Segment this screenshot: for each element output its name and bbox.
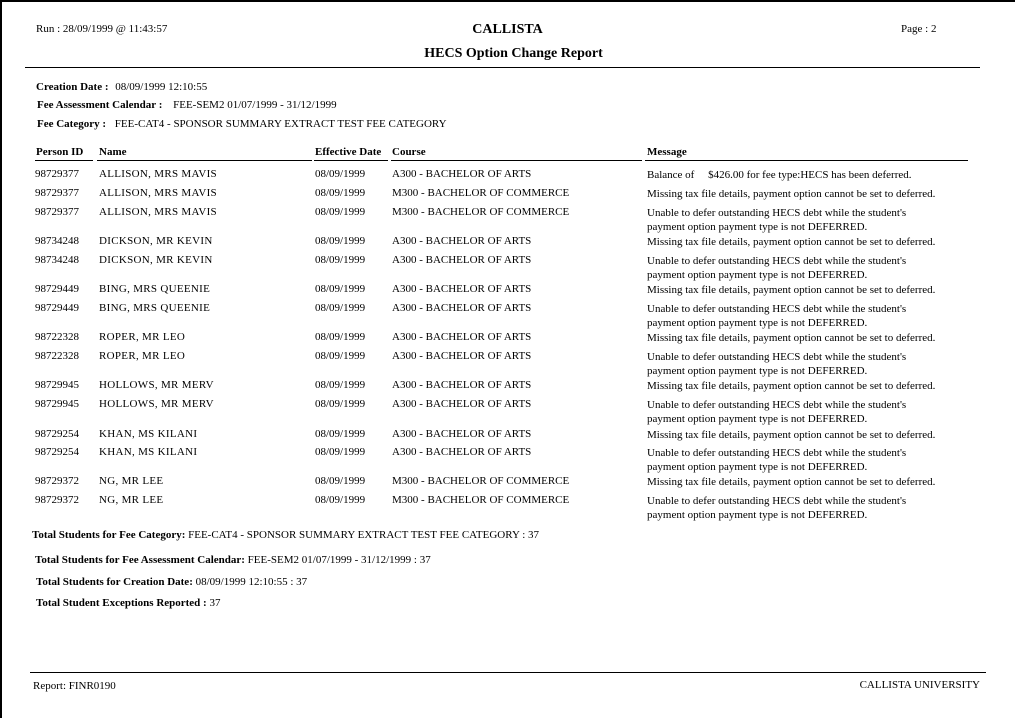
total-category-label: Total Students for Fee Category: [32, 529, 186, 541]
page-border-left [0, 0, 2, 718]
course-cell: M300 - BACHELOR OF COMMERCE [392, 475, 570, 487]
col-header-effective-date: Effective Date [315, 146, 382, 158]
name-cell: ALLISON, MRS MAVIS [99, 187, 217, 199]
effective-date-cell: 08/09/1999 [315, 350, 366, 362]
effective-date-cell: 08/09/1999 [315, 428, 366, 440]
course-cell: M300 - BACHELOR OF COMMERCE [392, 206, 570, 218]
message-line: Missing tax file details, payment option cannot be set to deferred. [647, 188, 936, 200]
course-cell: A300 - BACHELOR OF ARTS [392, 283, 532, 295]
message-line: Unable to defer outstanding HECS debt while the student's [647, 399, 907, 411]
creation-date-value: 08/09/1999 12:10:55 [115, 81, 208, 93]
person-id-cell: 98729372 [35, 475, 79, 487]
message-cell [647, 398, 906, 426]
col-underline-person-id [35, 160, 93, 161]
message-line: payment option payment type is not DEFERRED. [647, 269, 868, 281]
calendar-value: FEE-SEM2 01/07/1999 - 31/12/1999 [173, 99, 337, 111]
person-id-cell: 98729377 [35, 168, 79, 180]
total-exceptions-label: Total Student Exceptions Reported : [36, 597, 207, 609]
col-underline-course [391, 160, 642, 161]
message-line: Unable to defer outstanding HECS debt while the student's [647, 351, 907, 363]
message-line: Unable to defer outstanding HECS debt while the student's [647, 447, 907, 459]
name-cell: ROPER, MR LEO [99, 331, 186, 343]
name-cell: KHAN, MS KILANI [99, 446, 198, 458]
person-id-cell: 98734248 [35, 235, 79, 247]
message-cell [647, 254, 906, 282]
message-cell [647, 494, 906, 522]
total-fee-category [32, 529, 539, 541]
course-cell: A300 - BACHELOR OF ARTS [392, 331, 532, 343]
name-cell: NG, MR LEE [99, 494, 164, 506]
message-line: payment option payment type is not DEFERRED. [647, 221, 868, 233]
col-underline-effective-date [314, 160, 388, 161]
category-label: Fee Category : [37, 118, 107, 130]
person-id-cell: 98729449 [35, 302, 79, 314]
effective-date-cell: 08/09/1999 [315, 235, 366, 247]
run-label: Run : [36, 23, 61, 35]
effective-date-cell: 08/09/1999 [315, 446, 366, 458]
total-creation-value: 08/09/1999 12:10:55 : 37 [195, 576, 308, 588]
header-rule [25, 67, 980, 68]
person-id-cell: 98734248 [35, 254, 79, 266]
message-cell [647, 235, 935, 249]
message-line: payment option payment type is not DEFERRED. [647, 317, 868, 329]
col-underline-name [97, 160, 312, 161]
message-line: payment option payment type is not DEFERRED. [647, 413, 868, 425]
total-creation-label: Total Students for Creation Date: [36, 576, 193, 588]
message-line: Unable to defer outstanding HECS debt while the student's [647, 207, 907, 219]
name-cell: BING, MRS QUEENIE [99, 302, 211, 314]
report-title: HECS Option Change Report [424, 46, 603, 61]
org-title: CALLISTA [472, 22, 543, 37]
person-id-cell: 98722328 [35, 350, 79, 362]
person-id-cell: 98722328 [35, 331, 79, 343]
message-line: payment option payment type is not DEFERRED. [647, 509, 868, 521]
total-calendar-label: Total Students for Fee Assessment Calendar: [35, 554, 245, 566]
person-id-cell: 98729945 [35, 398, 79, 410]
course-cell: M300 - BACHELOR OF COMMERCE [392, 494, 570, 506]
effective-date-cell: 08/09/1999 [315, 254, 366, 266]
message-cell [647, 350, 906, 378]
category-value: FEE-CAT4 - SPONSOR SUMMARY EXTRACT TEST FEE CATEGORY [114, 118, 447, 130]
calendar-label: Fee Assessment Calendar : [37, 99, 163, 111]
message-cell [647, 475, 935, 489]
name-cell: ALLISON, MRS MAVIS [99, 206, 217, 218]
col-header-name: Name [99, 146, 127, 158]
person-id-cell: 98729945 [35, 379, 79, 391]
message-cell [647, 206, 906, 234]
name-cell: ALLISON, MRS MAVIS [99, 168, 217, 180]
person-id-cell: 98729449 [35, 283, 79, 295]
page-value: 2 [930, 23, 937, 35]
message-line: Unable to defer outstanding HECS debt while the student's [647, 255, 907, 267]
total-exceptions-value: 37 [209, 597, 221, 609]
message-line: Missing tax file details, payment option cannot be set to deferred. [647, 284, 936, 296]
total-exceptions [36, 597, 220, 609]
message-line: Missing tax file details, payment option cannot be set to deferred. [647, 429, 936, 441]
course-cell: A300 - BACHELOR OF ARTS [392, 254, 532, 266]
total-calendar-value: FEE-SEM2 01/07/1999 - 31/12/1999 : 37 [247, 554, 431, 566]
person-id-cell: 98729377 [35, 206, 79, 218]
param-category [37, 118, 447, 130]
col-header-message: Message [647, 146, 687, 158]
message-line: Unable to defer outstanding HECS debt while the student's [647, 303, 907, 315]
effective-date-cell: 08/09/1999 [315, 379, 366, 391]
university-name: CALLISTA UNIVERSITY [859, 679, 980, 691]
col-header-course: Course [392, 146, 426, 158]
param-creation-date [36, 81, 207, 93]
total-creation-date [36, 576, 307, 588]
message-line: Missing tax file details, payment option cannot be set to deferred. [647, 236, 936, 248]
person-id-cell: 98729254 [35, 446, 79, 458]
message-cell [647, 283, 935, 297]
effective-date-cell: 08/09/1999 [315, 168, 366, 180]
message-cell [647, 302, 906, 330]
footer-rule [30, 672, 986, 673]
course-cell: A300 - BACHELOR OF ARTS [392, 168, 532, 180]
total-fee-calendar [35, 554, 431, 566]
course-cell: A300 - BACHELOR OF ARTS [392, 302, 532, 314]
name-cell: HOLLOWS, MR MERV [99, 398, 214, 410]
message-cell [647, 168, 912, 182]
report-label: Report: [33, 680, 66, 692]
message-cell [647, 331, 935, 345]
message-cell [647, 446, 906, 474]
message-cell [647, 187, 935, 201]
col-underline-message [645, 160, 968, 161]
name-cell: HOLLOWS, MR MERV [99, 379, 214, 391]
effective-date-cell: 08/09/1999 [315, 302, 366, 314]
course-cell: A300 - BACHELOR OF ARTS [392, 398, 532, 410]
message-line: Missing tax file details, payment option cannot be set to deferred. [647, 476, 936, 488]
effective-date-cell: 08/09/1999 [315, 187, 366, 199]
course-cell: M300 - BACHELOR OF COMMERCE [392, 187, 570, 199]
report-code [33, 680, 116, 692]
effective-date-cell: 08/09/1999 [315, 398, 366, 410]
course-cell: A300 - BACHELOR OF ARTS [392, 428, 532, 440]
course-cell: A300 - BACHELOR OF ARTS [392, 446, 532, 458]
message-cell [647, 379, 935, 393]
message-line: Missing tax file details, payment option cannot be set to deferred. [647, 332, 936, 344]
page-border-top [0, 0, 1015, 2]
total-category-value: FEE-CAT4 - SPONSOR SUMMARY EXTRACT TEST FEE CATEGORY : 37 [188, 529, 540, 541]
name-cell: DICKSON, MR KEVIN [99, 254, 213, 266]
param-calendar [37, 99, 337, 111]
person-id-cell: 98729372 [35, 494, 79, 506]
name-cell: NG, MR LEE [99, 475, 164, 487]
page-label: Page : [901, 23, 929, 35]
creation-date-label: Creation Date : [36, 81, 109, 93]
message-cell [647, 428, 935, 442]
name-cell: BING, MRS QUEENIE [99, 283, 211, 295]
course-cell: A300 - BACHELOR OF ARTS [392, 235, 532, 247]
message-line: Missing tax file details, payment option cannot be set to deferred. [647, 380, 936, 392]
message-line: Balance of $426.00 for fee type:HECS has been deferred. [647, 169, 912, 181]
name-cell: KHAN, MS KILANI [99, 428, 198, 440]
effective-date-cell: 08/09/1999 [315, 206, 366, 218]
person-id-cell: 98729254 [35, 428, 79, 440]
name-cell: DICKSON, MR KEVIN [99, 235, 213, 247]
page-number [901, 23, 936, 35]
message-line: payment option payment type is not DEFERRED. [647, 461, 868, 473]
effective-date-cell: 08/09/1999 [315, 494, 366, 506]
course-cell: A300 - BACHELOR OF ARTS [392, 379, 532, 391]
run-value: 28/09/1999 @ 11:43:57 [62, 23, 168, 35]
course-cell: A300 - BACHELOR OF ARTS [392, 350, 532, 362]
effective-date-cell: 08/09/1999 [315, 283, 366, 295]
name-cell: ROPER, MR LEO [99, 350, 186, 362]
message-line: payment option payment type is not DEFERRED. [647, 365, 868, 377]
person-id-cell: 98729377 [35, 187, 79, 199]
message-line: Unable to defer outstanding HECS debt while the student's [647, 495, 907, 507]
effective-date-cell: 08/09/1999 [315, 331, 366, 343]
col-header-person-id: Person ID [36, 146, 84, 158]
report-value: FINR0190 [68, 680, 116, 692]
effective-date-cell: 08/09/1999 [315, 475, 366, 487]
